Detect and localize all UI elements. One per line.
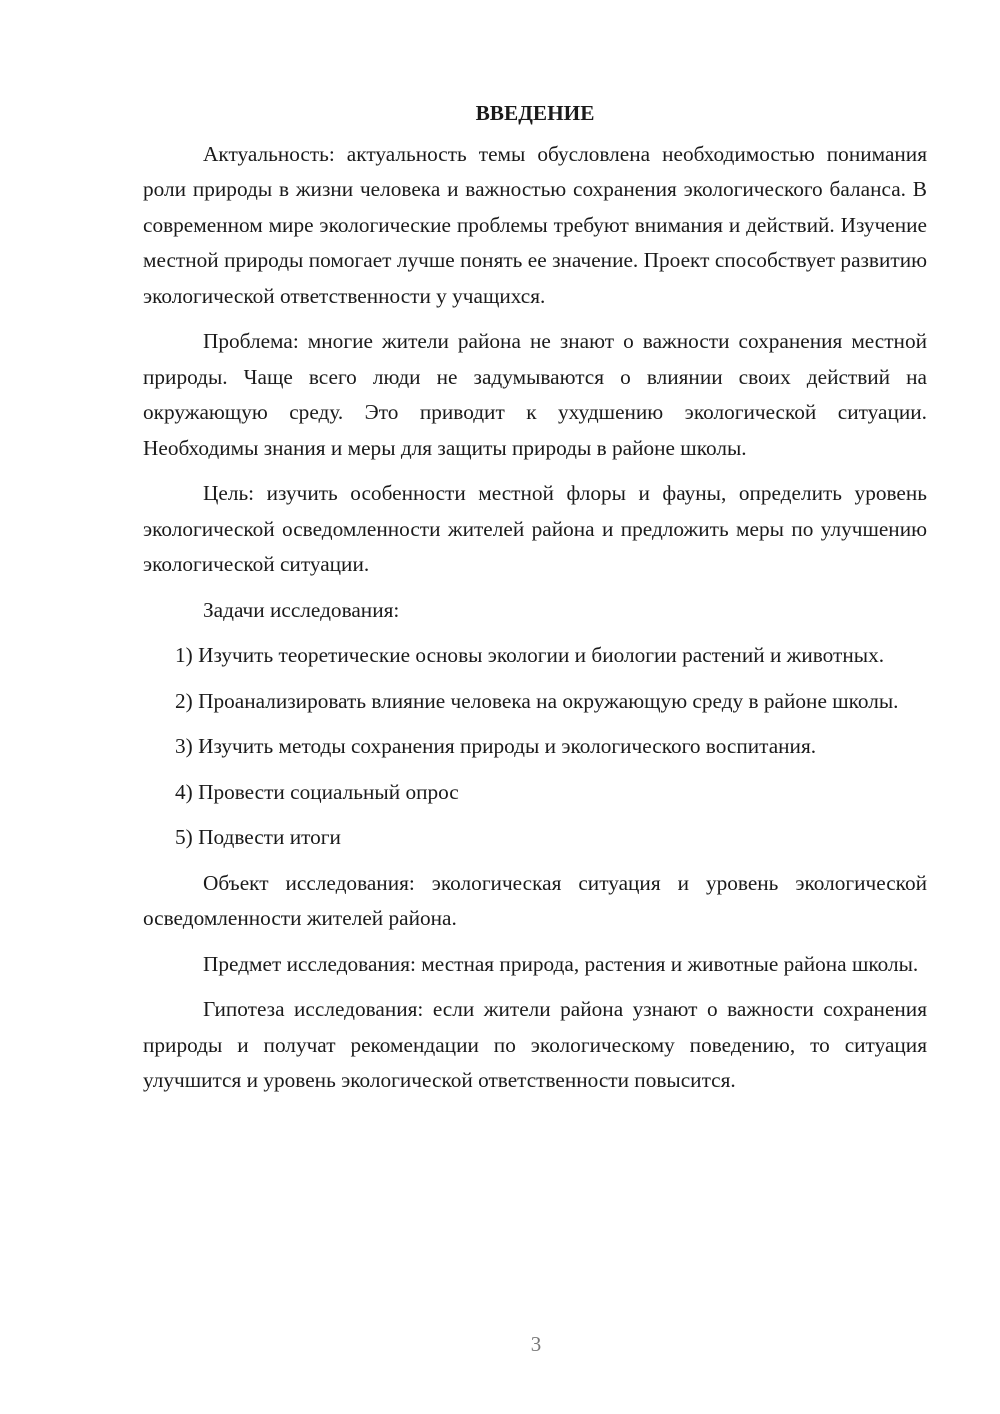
- task-item: 1) Изучить теоретические основы экологии и биологии растений и животных.: [175, 643, 885, 667]
- task-item: 5) Подвести итоги: [175, 825, 341, 849]
- task-item: 3) Изучить методы сохранения природы и экологического воспитания.: [175, 734, 817, 758]
- page-number: 3: [530, 1332, 542, 1356]
- goal-paragraph: Цель: изучить особенности местной флоры и фауны, определить уровень экологической осведомленности жителей района и предложить меры по улучшению экологической ситуации.: [143, 481, 927, 576]
- tasks-heading: Задачи исследования:: [203, 597, 400, 622]
- task-item: 2) Проанализировать влияние человека на окружающую среду в районе школы.: [175, 688, 899, 713]
- section-title: ВВЕДЕНИЕ: [475, 101, 595, 125]
- page-content: [143, 96, 927, 1109]
- task-item: 4) Провести социальный опрос: [175, 779, 459, 804]
- relevance-paragraph: Актуальность: актуальность темы обусловлена необходимостью понимания роли природы в жизни человека и важностью сохранения экологического баланса. В современном мире экологические проблемы требуют внимания и действий. Изучение местной природы помогает лучше понять ее значение. Проект способствует развитию экологической ответственности у учащихся.: [143, 141, 927, 308]
- problem-paragraph: Проблема: многие жители района не знают о важности сохранения местной природы. Чаще всего люди не задумываются о влиянии своих действий на окружающую среду. Это приводит к ухудшению экологической ситуации. Необходимы знания и меры для защиты природы в районе школы.: [143, 329, 927, 460]
- object-paragraph: Объект исследования: экологическая ситуация и уровень экологической осведомленности жителей района.: [143, 870, 927, 930]
- hypothesis-paragraph: Гипотеза исследования: если жители района узнают о важности сохранения природы и получат рекомендации по экологическому поведению, то ситуация улучшится и уровень экологической ответственности повысится.: [143, 997, 927, 1092]
- subject-paragraph: Предмет исследования: местная природа, растения и животные района школы.: [203, 951, 919, 976]
